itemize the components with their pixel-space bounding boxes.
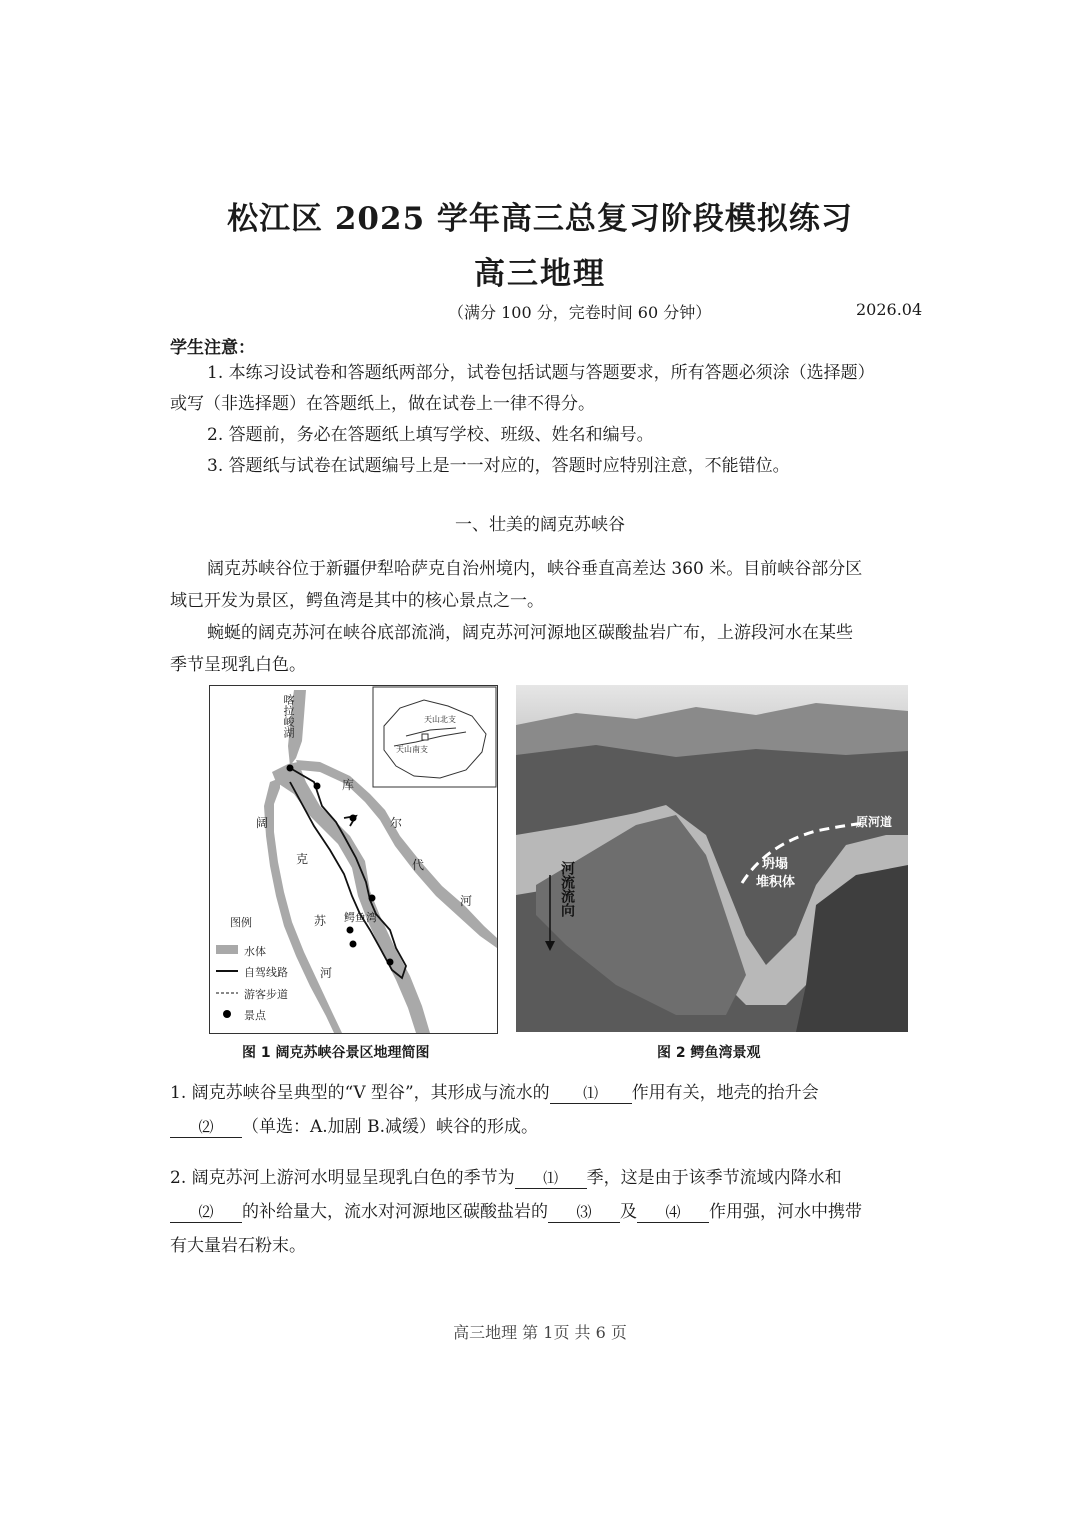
legend-water-swatch <box>216 945 238 954</box>
legend-spot: 景点 <box>244 1009 266 1022</box>
q2-blank-4: ⑷ <box>637 1202 709 1223</box>
kuokesu-label-1: 阔 <box>256 816 269 830</box>
q2-text-d: 的补给量大，流水对河源地区碳酸盐岩的 <box>242 1202 548 1222</box>
inset-south-label: 天山南支 <box>396 745 428 754</box>
legend-water: 水体 <box>244 945 266 958</box>
lake-label: 喀拉峻湖 <box>282 694 295 738</box>
notice-item-2: 2. 答题前，务必在答题纸上填写学校、班级、姓名和编号。 <box>207 425 654 445</box>
inset-frame <box>373 687 496 787</box>
question-2-cont <box>170 1197 862 1227</box>
notice-item-1: 1. 本练习设试卷和答题纸两部分，试卷包括试题与答题要求，所有答题必须涂（选择题） <box>207 363 875 383</box>
kuokesu-label-2: 克 <box>296 852 309 866</box>
old-channel-label: 原河道 <box>856 815 893 829</box>
q1-blank-2: ⑵ <box>170 1117 242 1138</box>
q2-text-a: 2. 阔克苏河上游河水明显呈现乳白色的季节为 <box>170 1168 515 1188</box>
q2-text-f: 作用强，河水中携带 <box>709 1202 862 1222</box>
notice-item-1-cont: 或写（非选择题）在答题纸上，做在试卷上一律不得分。 <box>170 394 595 414</box>
q2-blank-1: ⑴ <box>515 1168 587 1189</box>
q1-text-d: （单选：A.加剧 B.减缓）峡谷的形成。 <box>242 1117 538 1137</box>
photo-drawing <box>516 685 908 1032</box>
paragraph-2-cont: 季节呈现乳白色。 <box>170 655 306 675</box>
legend-title: 图例 <box>230 916 252 929</box>
page-title: 松江区 2025 学年高三总复习阶段模拟练习 <box>227 201 853 237</box>
figure-1-caption: 图 1 阔克苏峡谷景区地理简图 <box>242 1045 430 1061</box>
notice-title: 学生注意： <box>170 338 255 358</box>
spot-marker <box>350 815 357 822</box>
deposit-label: 堆积体 <box>756 875 796 890</box>
collapse-label: 坍塌 <box>762 857 789 872</box>
spot-marker <box>314 783 321 790</box>
figure-1-map <box>209 685 498 1034</box>
kuerdai-river-water <box>296 760 497 948</box>
question-2 <box>170 1163 842 1193</box>
kuerdai-label-4: 河 <box>460 894 473 908</box>
crocodile-bay-label: 鳄鱼湾 <box>344 911 377 924</box>
inset-north-label: 天山北支 <box>424 715 456 724</box>
legend-spot-dot <box>223 1010 231 1018</box>
map-drawing <box>210 686 497 1033</box>
q2-blank-2: ⑵ <box>170 1202 242 1223</box>
paragraph-1: 阔克苏峡谷位于新疆伊犁哈萨克自治州境内，峡谷垂直高差达 360 米。目前峡谷部分区 <box>207 559 863 579</box>
page-footer: 高三地理 第 1页 共 6 页 <box>453 1323 627 1342</box>
kuokesu-label-3: 苏 <box>314 914 327 928</box>
paragraph-1-cont: 域已开发为景区，鳄鱼湾是其中的核心景点之一。 <box>170 591 544 611</box>
spot-marker <box>347 927 354 934</box>
q1-text-a: 1. 阔克苏峡谷呈典型的“V 型谷”，其形成与流水的 <box>170 1083 550 1103</box>
q2-blank-3: ⑶ <box>548 1202 620 1223</box>
inset-location-box <box>422 734 428 740</box>
legend-route: 自驾线路 <box>244 966 288 979</box>
spot-marker <box>350 941 357 948</box>
figure-2-photo <box>516 685 908 1032</box>
q2-text-c: 季，这是由于该季节流域内降水和 <box>586 1168 842 1188</box>
subject-title: 高三地理 <box>474 256 606 292</box>
kuerdai-label-2: 尔 <box>390 816 403 830</box>
question-2-end: 有大量岩石粉末。 <box>170 1236 306 1256</box>
q1-blank-1: ⑴ <box>550 1083 632 1104</box>
paragraph-2: 蜿蜒的阔克苏河在峡谷底部流淌，阔克苏河河源地区碳酸盐岩广布，上游段河水在某些 <box>207 623 853 643</box>
question-1 <box>170 1078 819 1108</box>
flow-direction-label: 河流流向 <box>559 861 575 917</box>
kuerdai-label-1: 库 <box>342 778 355 792</box>
q2-text-e: 及 <box>620 1202 637 1222</box>
exam-meta: （满分 100 分，完卷时间 60 分钟） <box>448 303 712 322</box>
q1-text-c: 作用有关，地壳的抬升会 <box>631 1083 819 1103</box>
spot-marker <box>369 895 376 902</box>
question-1-cont <box>170 1112 538 1142</box>
kuokesu-river-water <box>272 762 430 1033</box>
section-title: 一、壮美的阔克苏峡谷 <box>455 515 625 535</box>
kuokesu-label-4: 河 <box>320 966 333 980</box>
notice-item-3: 3. 答题纸与试卷在试题编号上是一一对应的，答题时应特别注意，不能错位。 <box>207 456 790 476</box>
figure-2-caption: 图 2 鳄鱼湾景观 <box>657 1045 761 1061</box>
spot-marker <box>387 959 394 966</box>
exam-date: 2026.04 <box>856 300 923 319</box>
legend-trail: 游客步道 <box>244 988 288 1001</box>
kuerdai-label-3: 代 <box>412 858 425 872</box>
spot-marker <box>287 765 294 772</box>
